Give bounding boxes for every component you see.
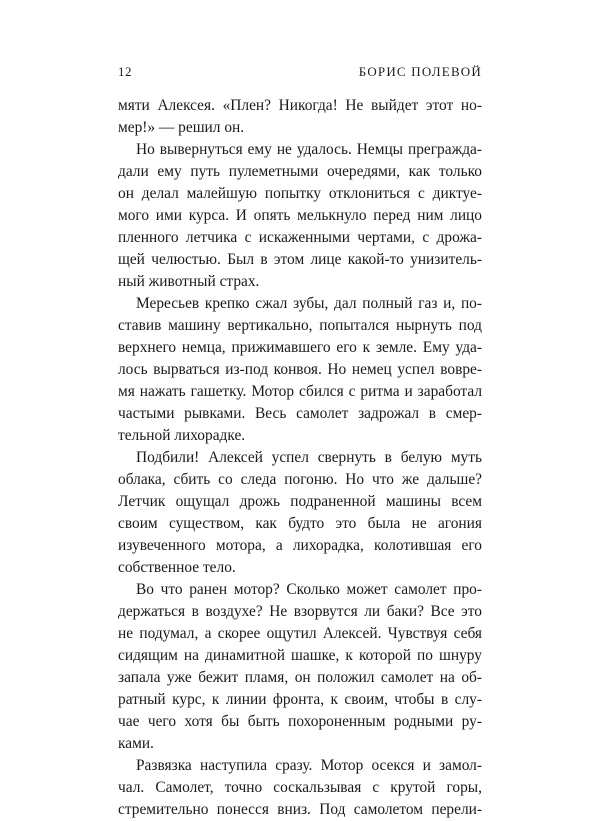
text-line: Подбили! Алексей успел свернуть в белую муть: [136, 449, 482, 466]
text-line: ставив машину вертикально, попытался нырнуть под: [118, 317, 482, 334]
text-line: стремительно понесся вниз. Под самолетом перели-: [118, 801, 482, 818]
text-line: не подумал, а скорее ощутил Алексей. Чувствуя себя: [118, 625, 482, 642]
text-line: ратный курс, к линии фронта, к своим, чтобы в слу-: [118, 691, 482, 708]
text-line: Во что ранен мотор? Сколько может самолет про-: [136, 581, 482, 598]
running-title: БОРИС ПОЛЕВОЙ: [358, 64, 482, 79]
text-line: своим существом, как будто это была не агония: [118, 515, 482, 532]
text-line: ками.: [118, 735, 154, 752]
text-line: щей челюстью. Был в этом лице какой-то унизитель-: [118, 251, 482, 268]
text-line: дали ему путь пулеметными очередями, как только: [118, 163, 482, 180]
text-line: лось вырваться из-под конвоя. Но немец успел вовре-: [118, 361, 482, 378]
text-line: Летчик ощущал дрожь подраненной машины всем: [118, 493, 482, 510]
text-line: пленного летчика с искаженными чертами, с дрожа-: [118, 229, 482, 246]
text-line: Но вывернуться ему не удалось. Немцы прегражда-: [136, 141, 482, 158]
text-line: облака, сбить со следа погоню. Но что же дальше?: [118, 471, 482, 488]
text-line: тельной лихорадке.: [118, 427, 246, 444]
page-number: 12: [118, 64, 132, 79]
text-line: чае чего хотя бы быть похороненным родными ру-: [118, 713, 482, 730]
text-line: чал. Самолет, точно соскальзывая с крутой горы,: [118, 779, 482, 796]
body-text: [118, 95, 482, 821]
text-line: он делал малейшую попытку отклониться с диктуе-: [118, 185, 482, 202]
text-line: верхнего немца, прижимавшего его к земле. Ему уда-: [118, 339, 482, 356]
text-line: частыми рывками. Весь самолет задрожал в смер-: [118, 405, 482, 422]
text-line: мяти Алексея. «Плен? Никогда! Не выйдет этот но-: [118, 97, 482, 114]
text-line: Развязка наступила сразу. Мотор осекся и замол-: [136, 757, 482, 774]
running-head: [118, 64, 482, 82]
text-line: запала уже бежит пламя, он положил самолет на об-: [118, 669, 482, 686]
text-line: мого ими курса. И опять мелькнуло перед ним лицо: [118, 207, 482, 224]
text-line: Мересьев крепко сжал зубы, дал полный газ и, по-: [136, 295, 482, 312]
text-line: мя нажать гашетку. Мотор сбился с ритма и заработал: [118, 383, 482, 400]
text-line: мер!» — решил он.: [118, 119, 245, 136]
text-line: изувеченного мотора, а лихорадка, колотившая его: [118, 537, 482, 554]
text-line: собственное тело.: [118, 559, 236, 576]
text-line: сидящим на динамитной шашке, к которой по шнуру: [118, 647, 482, 664]
text-line: ный животный страх.: [118, 273, 260, 290]
text-line: держаться в воздухе? Не взорвутся ли баки? Все это: [118, 603, 482, 620]
